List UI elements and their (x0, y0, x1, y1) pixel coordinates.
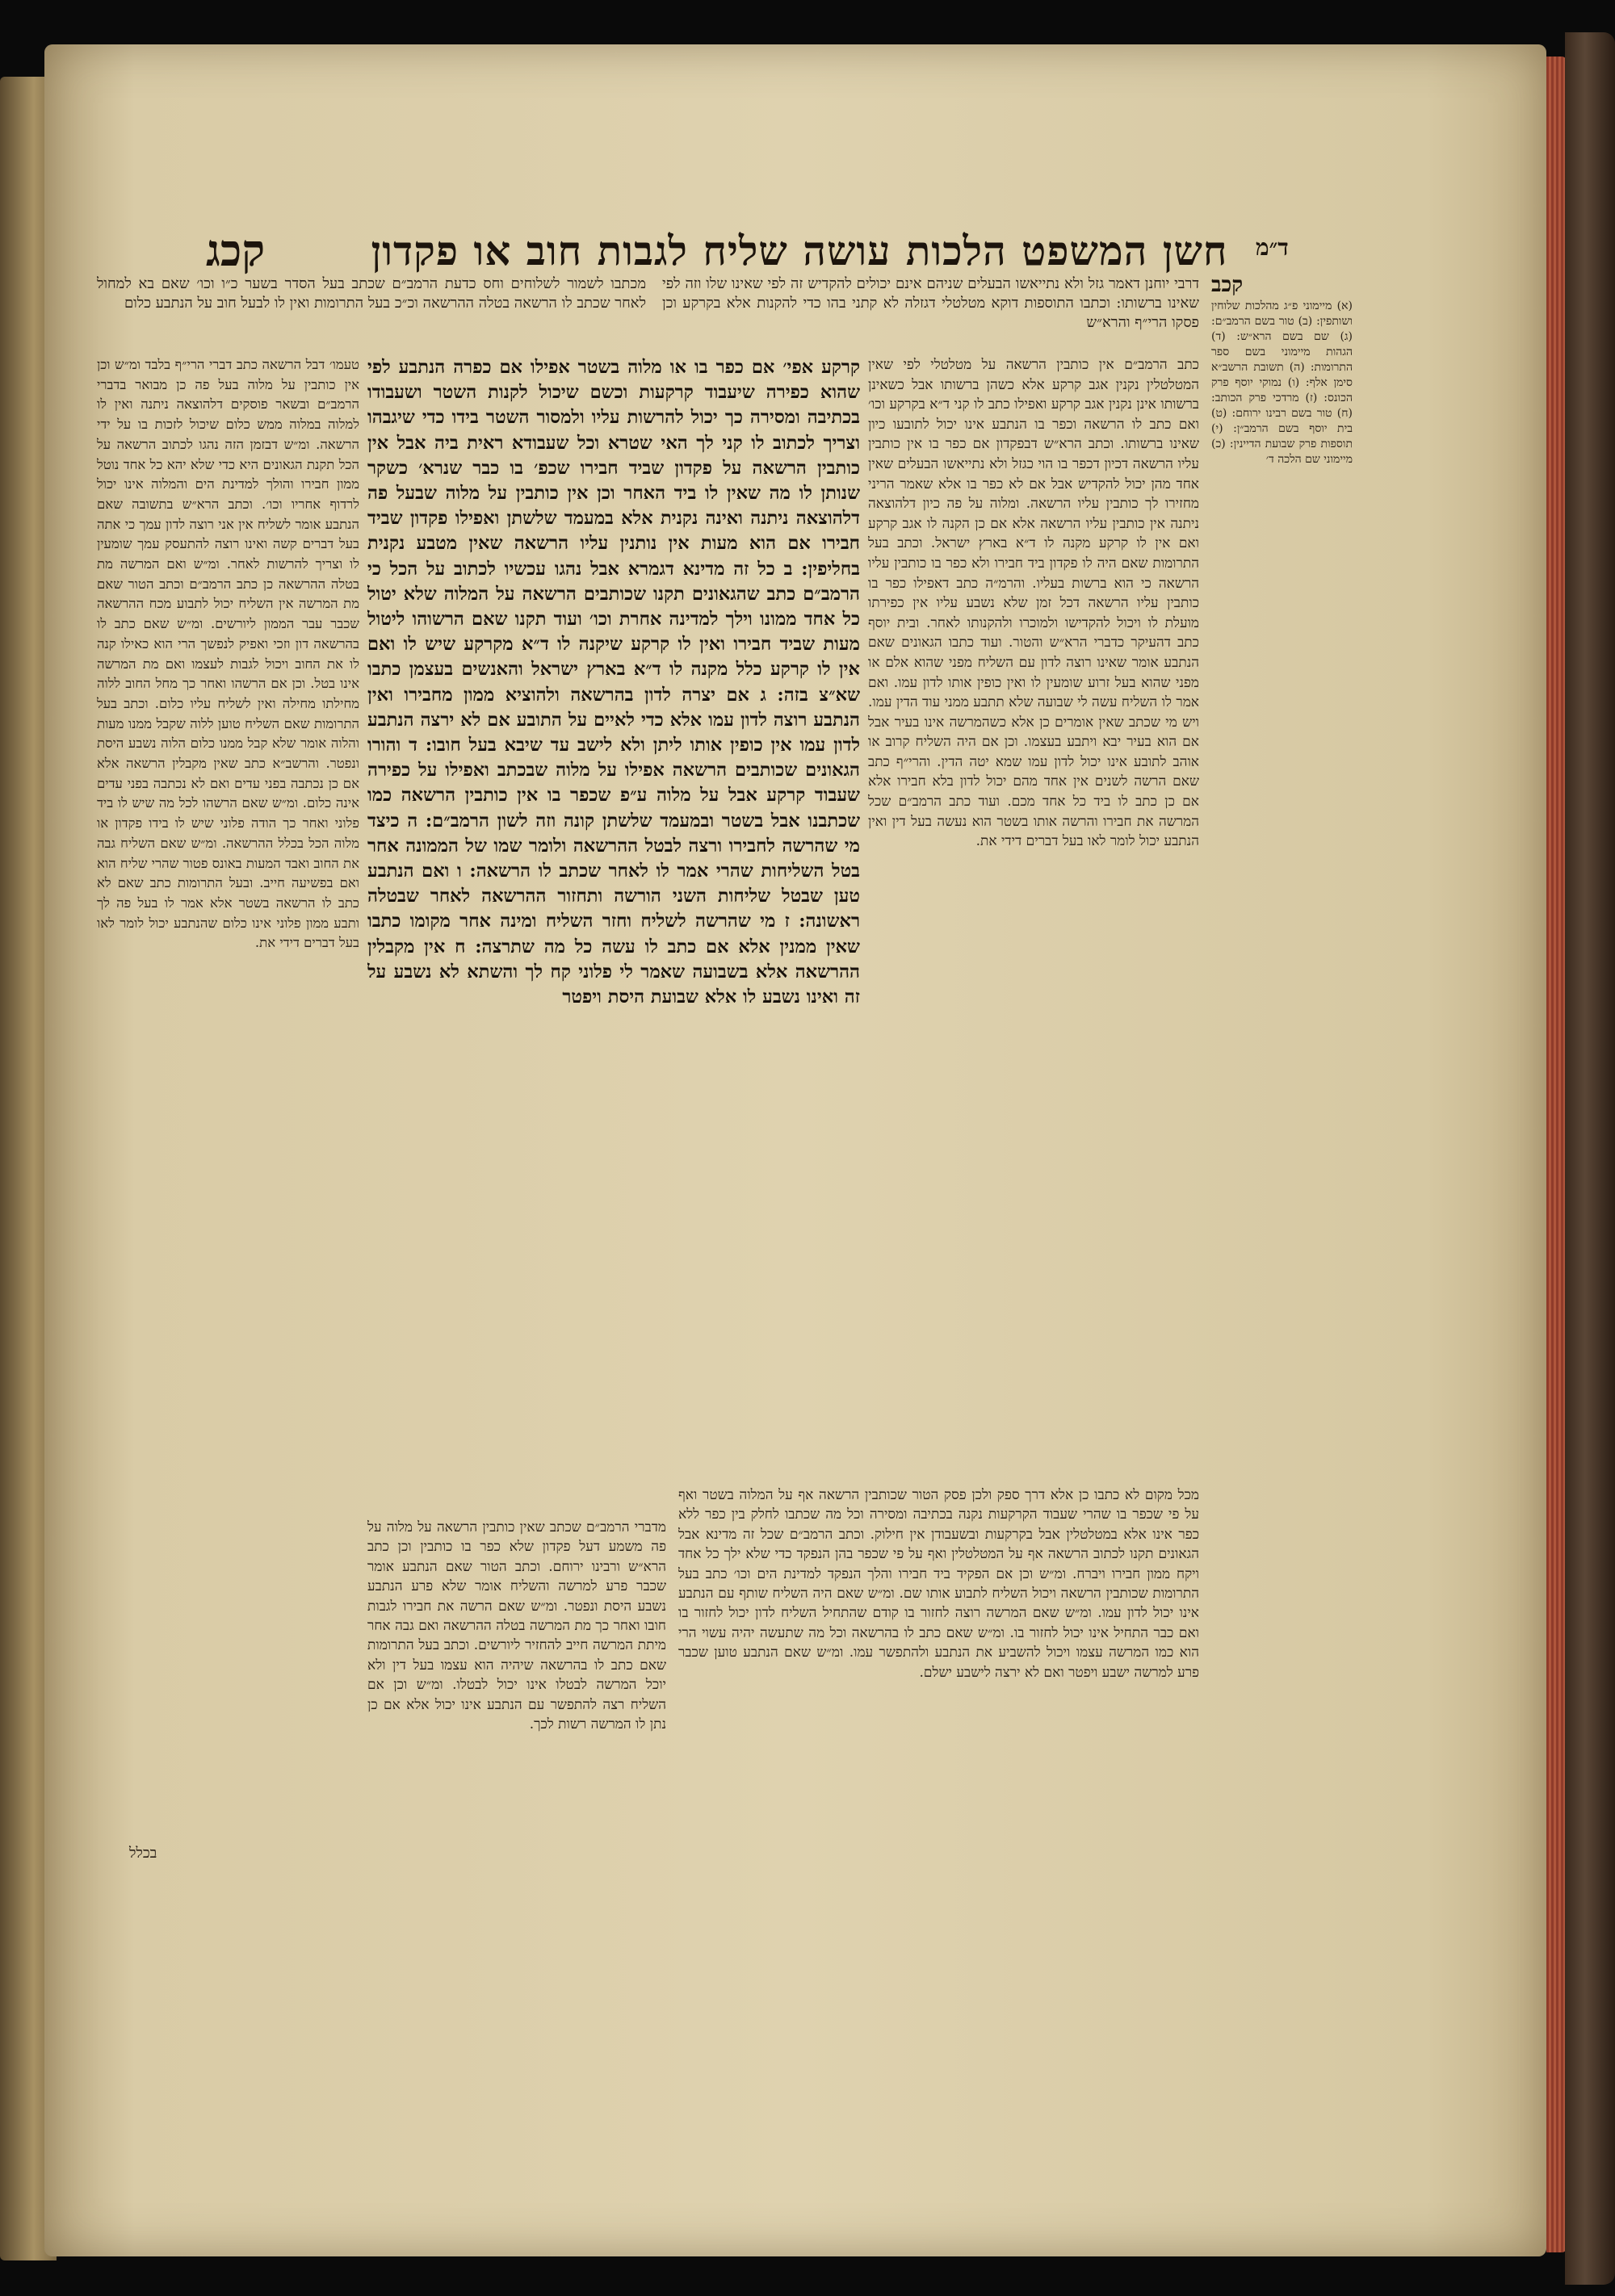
section-marker: ד״מ (1256, 234, 1289, 261)
left-commentary-column (97, 355, 359, 1833)
folio-number: קכג (206, 224, 266, 276)
bottom-right-text: מכל מקום לא כתבו כן אלא דרך ספק ולכן פסק הטור שכותבין הרשאה אף על המלוה בשטר ואף על פי שכפר בו שהרי שעבוד הקרקעות נקנה בכתיבה ומסירה וכל מה שכתבו לחלק בין כפר ללא כפר אינו אלא במטלטלין אבל בקרקעות ובשעבודן אין חילוק. וכתב הרמב״ם שכל זה מדינא אבל הגאונים תקנו לכתוב הרשאה אף על המטלטלין ואף על פי שכפר בהן הנפקד כדי שלא ילך כל אחד ויקח ממון חבירו ויברח. ומ״ש וכן אם הפקיד ביד חבירו והלך הנפקד למדינת הים וכו׳ כתב בעל התרומות שכותבין הרשאה ויכול השליח לתבוע אותו שם. ומ״ש שאם היה השליח שותף עם הנתבע אינו יכול לדון עמו. ומ״ש שאם המרשה רוצה לחזור בו קודם שהתחיל השליח לדון יכול לחזור בו ואם כבר התחיל אינו יכול לחזור בו. ומ״ש שאם כתב לו בהרשאה וכל מה שתעשה יהיה עשוי הרי הוא כמו המרשה עצמו ויכול להשביע את הנתבע ולהתפשר עמו. ומ״ש שאם הנתבע טוען שכבר פרע למרשה ישבע ויפטר ואם לא ירצה לישבע ישלם. (678, 1487, 1199, 1681)
main-text: קרקע אפי׳ אם כפר בו או מלוה בשטר אפילו אם כפרה הנתבע לפי שהוא כפירה שיעבוד קרקעות וכשם שיכול לקנות השטר ושעבודו בכתיבה ומסירה כך יכול להרשות עליו ולמסור השטר בידו כדי שיגבהו וצריך לכתוב לו קני לך האי שטרא וכל שעבודא ראית ביה אבל אין כותבין הרשאה על פקדון שביד חבירו שכפ׳ בו כבר שנרא׳ כשקר שנותן לו מה שאין לו ביד האחר וכן אין כותבין על מלוה שבעל פה דלהוצאה ניתנה ואינה נקנית אלא במעמד שלשתן ואפילו פקדון שביד חבירו אם הוא מעות אין נותנין עליו הרשאה שאין מטבע נקנית בחליפין: ב כל זה מדינא דגמרא אבל נהגו עכשיו לכתוב על הכל כי הרמב״ם כתב שהגאונים תקנו שכותבים הרשאה על המלוה שלא יטול כל אחד ממונו וילך למדינה אחרת וכו׳ ועוד תקנו שאם הרשוהו ליטול מעות שביד חבירו ואין לו קרקע שיקנה לו ד״א מקרקע שיש לו ואם אין לו קרקע כלל מקנה לו ד״א בארץ ישראל והאנשים בעצמן כתבו שא״צ בזה: ג אם יצרה לדון בהרשאה ולהוציא ממון מחבירו ואין הנתבע רוצה לדון עמו אלא כדי לאיים על התובע אם לא ירצה הנתבע לדון עמו אין כופין אותו ליתן ולא לישב עד שיבא בעל חובו: ד והורו הגאונים שכותבים הרשאה אפילו על מלוה שבכתב ואפילו על כפירה שעבוד קרקע אבל על מלוה ע״פ שכפר בו אין כותבין הרשאה כמו שכתבנו אבל בשטר ובמעמד שלשתן קונה וזה לשון הרמב״ם: ה כיצד מי שהרשה לחבירו ורצה לבטל ההרשאה ולומר שמו של הממונה אחר בטל השליחות שהרי אמר לו לאחר שכתב לו הרשאה: ו ואם הנתבע טען שבטל שליחות השני הורשה ותחזור ההרשאה לאחר שבטלה ראשונה: ז מי שהרשה לשליח וחזר השליח ומינה אחר מקומו כתבו שאין ממנין אלא אם כתב לו עשה כל מה שתרצה: ח אין מקבלין ההרשאה אלא בשבועה שאמר לי פלוני קח לך והשתא לא נשבע על זה ואינו נשבע לו אלא שבועת היסת ויפטר (367, 357, 860, 1008)
right-commentary-text: כתב הרמב״ם אין כותבין הרשאה על מטלטלי לפי שאין המטלטלין נקנין אגב קרקע אלא כשהן ברשותו אבל כשאינן ברשותו אינן נקנין אגב קרקע ואפילו כתב לו קני ד״א בקרקע וכו׳ ואם כתב לו הרשאה וכפר בו הנתבע אינו יכול לתובעו כיון שאינו ברשותו. וכתב הרא״ש דבפקדון אם כפר בו אין כותבין עליו הרשאה דכיון דכפר בו הוי כגזל ולא נתייאשו הבעלים שאין אחד מהן יכול להקדיש אבל אם לא כפר בו אלא שאמר הריני מחזירו לך כותבין עליו הרשאה. ומלוה על פה כיון דלהוצאה ניתנה אין כותבין עליו הרשאה אלא אם כן הקנה לו אגב קרקע ואם אין לו קרקע מקנה לו ד״א בארץ ישראל. וכתב בעל התרומות שאם היה לו פקדון ביד חבירו ולא כפר בו כותבין עליו הרשאה כי הוא ברשות בעליו. והרמ״ה כתב דאפילו כפר בו כותבין עליו הרשאה דכל זמן שלא נשבע עליו אין כפירתו מועלת לו ויכול להקדישו ולמוכרו ולהקנותו לאחר. ובית יוסף כתב דהעיקר כדברי הרא״ש והטור. ועוד כתבו הגאונים שאם הנתבע אומר שאינו רוצה לדון עם השליח מפני שהוא אלם או מפני שהוא בעל זרוע שומעין לו ואין כופין אותו לדון עמו. ואם אמר לו השליח עשה לי שבועה שלא תתבע ממני עוד הדין עמו. ויש מי שכתב שאין אומרים כן אלא כשהמרשה אינו בעיר אבל אם הוא בעיר יבא ויתבע בעצמו. וכן אם היה השליח קרוב או אוהב לתובע אינו יכול לדון עמו שמא יטה הדין. והרי״ף כתב שאם הרשה לשנים אין אחד מהם יכול לדון בלא חבירו אלא אם כן כתב לו ביד כל אחד מכם. ועוד כתב הרמב״ם שכל המרשה את חבירו והרשה אותו בשטר הוא נעשה בעל דין ואין הנתבע יכול לומר לאו בעל דברים דידי את. (868, 357, 1199, 850)
bottom-right-commentary (678, 1485, 1199, 1841)
upper-left-text: מכתבו לשמור לשלוחים וחס כדעת הרמב״ם שכתב בעל הסדר בשער כ״ו וכו׳ שאם בא למחול לאחר שכתב לו הרשאה בטלה ההרשאה וכ״כ בעל התרומות ואין לו לבעל חוב על הנתבע כלום (97, 275, 646, 312)
book-spine (1565, 32, 1615, 2285)
catchword: בכלל (129, 1845, 157, 1862)
main-text-column (367, 355, 860, 1510)
page-title: חשן המשפט הלכות עושה שליח לגבות חוב או פקדון (371, 226, 1228, 274)
siman-marker: קכב (1211, 273, 1244, 297)
margin-notes (1211, 299, 1353, 1631)
right-commentary-column (868, 355, 1199, 1477)
margin-notes-text: (א) מיימוני פ״ג מהלכות שלוחין ושותפין: (ב) טור בשם הרמב״ם: (ג) שם בשם הרא״ש: (ד) הגהות מיימוני בשם ספר התרומות: (ה) תשובת הרשב״א סימן אלף: (ו) נמוקי יוסף פרק הכונס: (ז) מרדכי פרק הכותב: (ח) טור בשם רבינו ירוחם: (ט) בית יוסף בשם הרמב״ן: (י) תוספות פרק שבועת הדיינין: (כ) מיימוני שם הלכה ד׳ (1211, 300, 1353, 466)
upper-right-block (662, 274, 1199, 355)
bottom-middle-commentary (367, 1518, 666, 1841)
bottom-mid-text: מדברי הרמב״ם שכתב שאין כותבין הרשאה על מלוה על פה משמע דעל פקדון שלא כפר בו כותבין וכן כתב הרא״ש ורבינו ירוחם. וכתב הטור שאם הנתבע אומר שכבר פרע למרשה והשליח אומר שלא פרע הנתבע נשבע היסת ונפטר. ומ״ש שאם הרשה את חבירו לגבות חובו ואחר כך מת המרשה בטלה ההרשאה ואם גבה אחר מיתת המרשה חייב להחזיר ליורשים. וכתב בעל התרומות שאם כתב לו בהרשאה שיהיה הוא עצמו בעל דין ולא יוכל המרשה לבטלו אינו יכול לבטלו. ומ״ש וכן אם השליח רצה להתפשר עם הנתבע אינו יכול אלא אם כן נתן לו המרשה רשות לכך. (367, 1519, 666, 1733)
upper-right-text: דרבי יוחנן דאמר גזל ולא נתייאשו הבעלים שניהם אינם יכולים להקדיש זה לפי שאינו שלו וזה לפי שאינו ברשותו: וכתבו התוספות דוקא מטלטלי דגזלה לא קתני בהו כדי להקנות אלא בקרקע וכן פסקו הרי״ף והרא״ש (662, 275, 1199, 331)
upper-left-block (97, 274, 646, 355)
left-commentary-text: טעמו׳ דבל הרשאה כתב דברי הרי״ף בלבד ומ״ש וכן אין כותבין על מלוה בעל פה כן מבואר בדברי הרמב״ם ובשאר פוסקים דלהוצאה ניתנה ואין לו למלוה במלוה ממש כלום שיכול לזכות בו על ידי הרשאה. ומ״ש דבזמן הזה נהגו לכתוב הרשאה על הכל תקנת הגאונים היא כדי שלא יהא כל אחד נוטל ממון חבירו והולך למדינת הים והמלוה אינו יכול לרדוף אחריו וכו׳. וכתב הרא״ש בתשובה שאם הנתבע אומר לשליח אין אני רוצה לדון עמך כי אתה בעל דברים קשה ואינו רוצה להתעסק עמך שומעין לו וצריך להרשות לאחר. ומ״ש ואם המרשה מת בטלה ההרשאה כן כתב הרמב״ם וכתב הטור שאם מת המרשה אין השליח יכול לתבוע מכח ההרשאה שכבר עבר הממון ליורשים. ומ״ש שאם כתב לו בהרשאה דון וזכי ואפיק לנפשך הרי הוא כאילו קנה לו את החוב ויכול לגבות לעצמו ואם מת המרשה אינו בטל. וכן אם הרשהו ואחר כך מחל החוב ללוה מחילתו מחילה ואין לשליח עליו כלום. וכתב בעל התרומות שאם השליח טוען ללוה שקבל ממנו מעות והלוה אומר שלא קבל ממנו כלום הלוה נשבע היסת ונפטר. והרשב״א כתב שאין מקבלין הרשאה אלא אם כן נכתבה בפני עדים ואם לא נכתבה בפני עדים אינה כלום. ומ״ש שאם הרשהו לכל מה שיש לו ביד פלוני ואחר כך הודה פלוני שיש לו בידו פקדון או מלוה הכל בכלל ההרשאה. ומ״ש שאם השליח גבה את החוב ואבד המעות באונס פטור שהרי שליח הוא ואם בפשיעה חייב. ובעל התרומות כתב שאם לא כתב לו הרשאה בשטר אלא אמר לו בעל פה לך ותבע ממון פלוני אינו כלום שהנתבע יכול לומר לאו בעל דברים דידי את. (97, 357, 359, 951)
page-fore-edge (1546, 57, 1567, 2252)
